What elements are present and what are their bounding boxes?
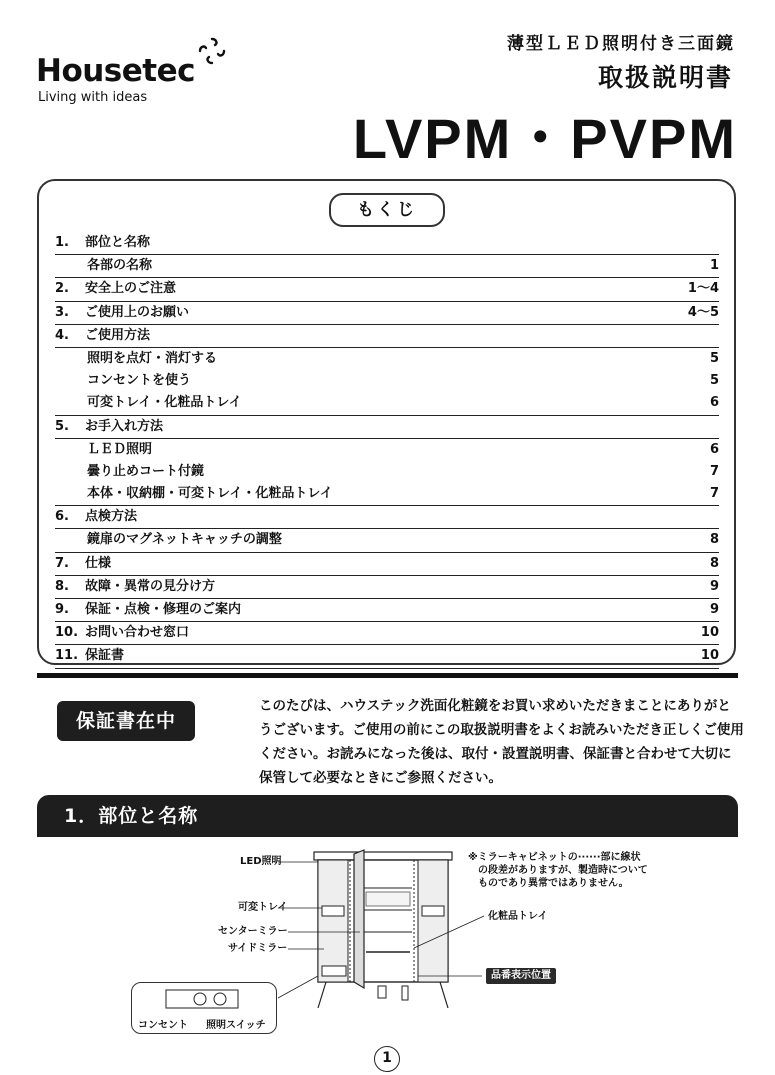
note-line: ※ミラーキャビネットの······部に線状 [468, 852, 641, 863]
divider [37, 673, 738, 678]
toc-subitem-page: 6 [709, 395, 719, 411]
toc-item-label: 保証・点検・修理のご案内 [85, 602, 242, 617]
section-title: 1．部位と名称 [64, 805, 199, 827]
toc-item-label: 仕様 [85, 555, 112, 571]
toc-subitem-label: ＬＥＤ照明 [87, 441, 153, 457]
document-subtitle: 薄型ＬＥＤ照明付き三面鏡 [507, 34, 735, 54]
toc-subitem-page: 5 [709, 350, 719, 366]
toc-item-page: 9 [709, 602, 719, 617]
label-led: LED照明 [240, 856, 282, 867]
toc-item [55, 645, 719, 668]
toc-item-number: 6. [55, 509, 69, 525]
toc-item-number: 1. [55, 235, 69, 250]
toc-item-page: 4～5 [687, 304, 719, 320]
toc-subitem-page: 7 [709, 463, 719, 479]
toc-item-page: 10 [700, 625, 719, 641]
toc-item-label: 保証書 [85, 648, 125, 664]
label-outlet: コンセント [138, 1020, 188, 1031]
toc-subitem [55, 348, 719, 370]
toc-subitem [55, 529, 719, 552]
toc-heading: もくじ [329, 193, 445, 227]
label-switch: 照明スイッチ [206, 1020, 266, 1031]
toc-item-number: 3. [55, 304, 69, 320]
toc-subitem-label: 曇り止めコート付鏡 [87, 463, 205, 479]
label-cosmetic-tray: 化粧品トレイ [488, 911, 548, 922]
toc-item [55, 576, 719, 599]
toc-item-number: 11. [55, 648, 79, 664]
toc-subitem-page: 6 [709, 441, 719, 457]
toc-item [55, 325, 719, 348]
toc-item [55, 622, 719, 645]
toc-item [55, 278, 719, 301]
toc-item-number: 2. [55, 281, 69, 297]
toc-item [55, 599, 719, 622]
toc-subitem [55, 392, 719, 415]
toc-item-number: 7. [55, 555, 69, 571]
intro-paragraph: このたびは、ハウステック洗面化粧鏡をお買い求めいただきまことにありがとうございます。ご使用の前にこの取扱説明書をよくお読みいただき正しくご使用ください。お読みになった後は、取付・設置説明書、保証書と合わせて大切に保管して必要なときにご参照ください。 [259, 698, 744, 786]
toc-subitem-label: 各部の名称 [87, 258, 153, 274]
logo-swirl-icon [196, 35, 228, 67]
toc-subitem-page: 7 [709, 486, 719, 502]
brand-tagline: Living with ideas [38, 90, 148, 105]
toc-item-label: ご使用方法 [85, 327, 151, 343]
toc-subitem-label: 照明を点灯・消灯する [87, 350, 218, 366]
toc-list [55, 232, 719, 669]
label-model-position: 品番表示位置 [486, 968, 556, 984]
toc-subitem [55, 439, 719, 461]
toc-item-page: 10 [700, 648, 719, 664]
diagram-note [468, 851, 648, 890]
toc-item-page: 1～4 [687, 281, 719, 297]
toc-subitem-label: 本体・収納棚・可変トレイ・化粧品トレイ [87, 486, 333, 502]
toc-item [55, 232, 719, 255]
toc-item-label: お問い合わせ窓口 [85, 625, 190, 641]
toc-item-number: 8. [55, 578, 69, 594]
toc-subitem [55, 255, 719, 278]
toc-subitem-page: 1 [709, 258, 719, 274]
toc-item [55, 506, 719, 529]
toc-item-label: 安全上のご注意 [85, 281, 177, 297]
toc-subitem-page: 8 [709, 532, 719, 548]
brand-logo: Housetec [36, 53, 196, 89]
toc-item [55, 553, 719, 576]
toc-subitem-label: コンセントを使う [87, 373, 192, 389]
toc-item-page: 9 [709, 578, 719, 594]
toc-subitem [55, 461, 719, 483]
toc-item-number: 9. [55, 602, 69, 617]
toc-item-number: 5. [55, 418, 69, 434]
model-name: LVPM・PVPM [352, 107, 737, 170]
toc-subitem-label: 可変トレイ・化粧品トレイ [87, 395, 242, 411]
label-center-mirror: センターミラー [218, 926, 288, 937]
toc-item-label: お手入れ方法 [85, 418, 164, 434]
warranty-badge: 保証書在中 [57, 701, 195, 741]
toc-item-page: 8 [709, 555, 719, 571]
toc-item [55, 302, 719, 325]
toc-subitem-label: 鏡扉のマグネットキャッチの調整 [87, 532, 282, 548]
toc-item-label: 部位と名称 [85, 235, 151, 250]
toc-item-number: 10. [55, 625, 79, 641]
toc-item-label: ご使用上のお願い [85, 304, 190, 320]
toc-subitem [55, 483, 719, 506]
note-line: ものであり異常ではありません。 [468, 878, 629, 889]
page-number: 1 [374, 1046, 400, 1072]
note-line: の段差がありますが、製造時について [468, 865, 648, 876]
toc-item-label: 故障・異常の見分け方 [85, 578, 216, 594]
toc-item-label: 点検方法 [85, 509, 138, 525]
label-side-mirror: サイドミラー [228, 943, 288, 954]
toc-subitem [55, 370, 719, 392]
toc-item-number: 4. [55, 327, 69, 343]
toc-subitem-page: 5 [709, 373, 719, 389]
label-tray: 可変トレイ [238, 902, 288, 913]
toc-item [55, 416, 719, 439]
document-title: 取扱説明書 [597, 63, 733, 92]
